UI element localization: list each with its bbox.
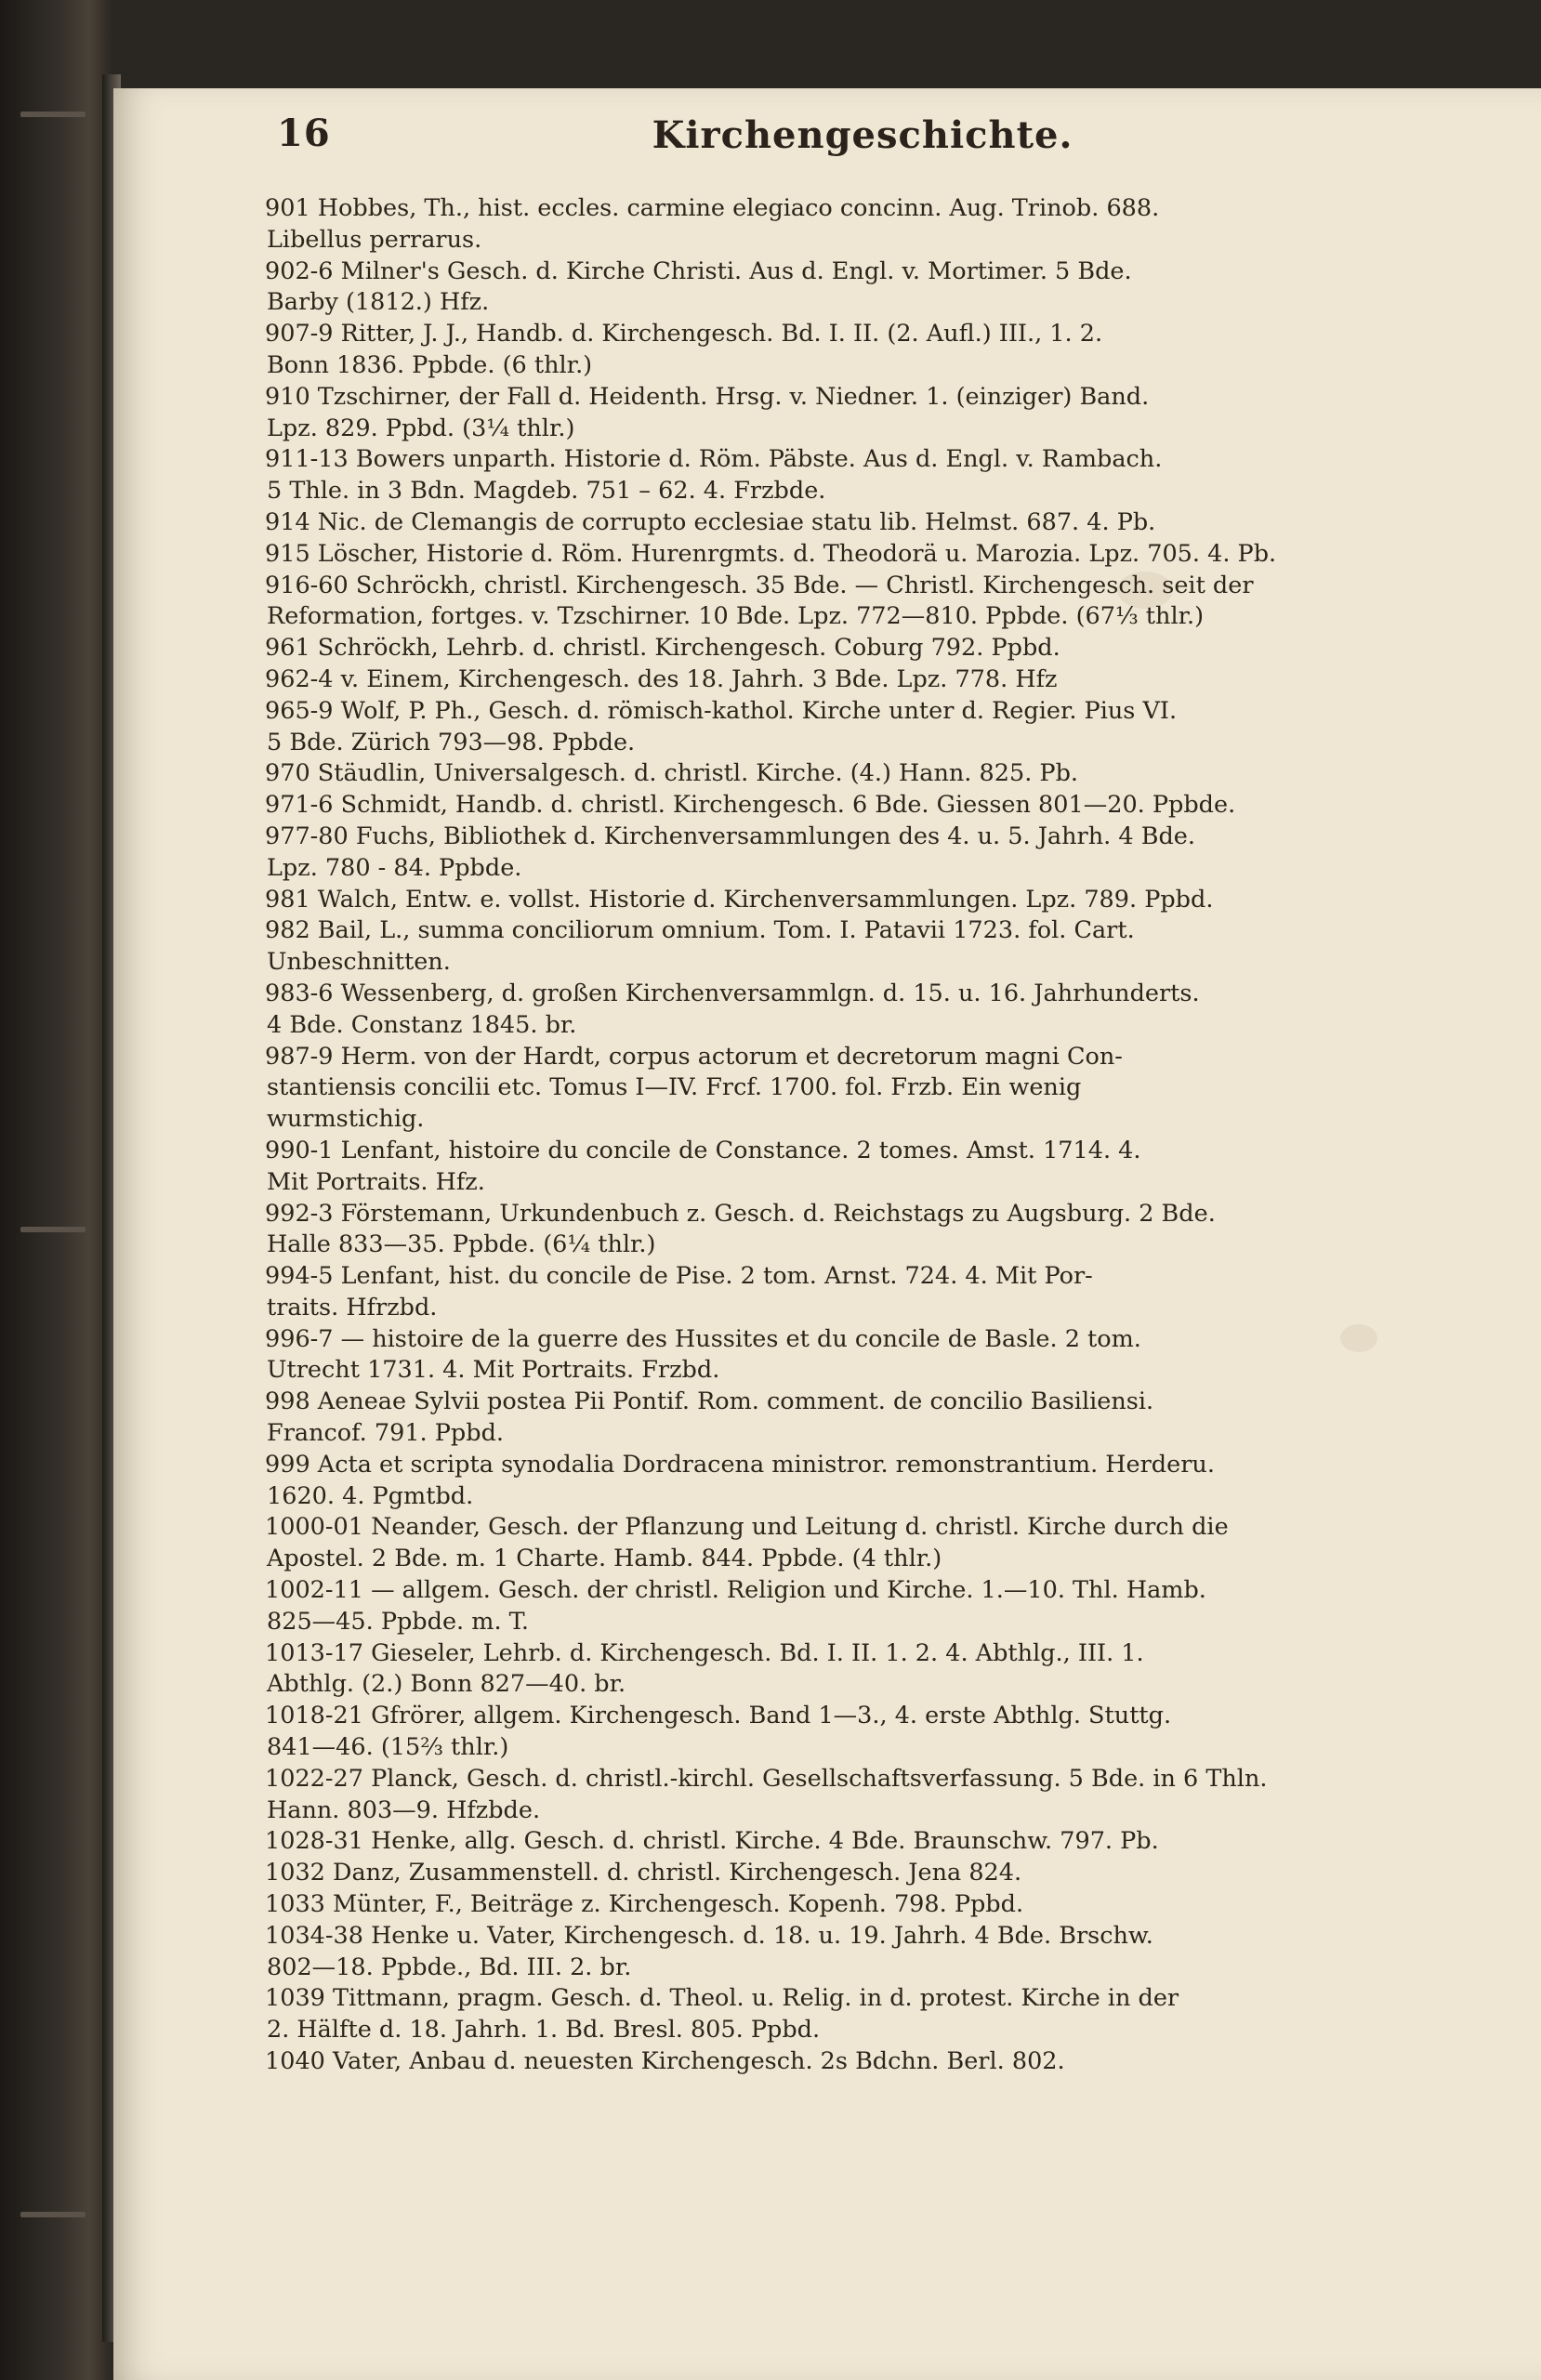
entry-line: 977-80 Fuchs, Bibliothek d. Kirchenversammlungen des 4. u. 5. Jahrh. 4 Bde. [265, 822, 1195, 850]
entry-line: 1002-11 — allgem. Gesch. der christl. Religion und Kirche. 1.—10. Thl. Hamb. [265, 1576, 1206, 1605]
entry-line: 962-4 v. Einem, Kirchengesch. des 18. Jahrh. 3 Bde. Lpz. 778. Hfz [265, 664, 1058, 693]
entry-line: 5 Bde. Zürich 793—98. Ppbde. [267, 728, 636, 756]
catalog-entry [265, 1575, 1450, 1638]
entry-line: 961 Schröckh, Lehrb. d. christl. Kirchengesch. Coburg 792. Ppbd. [265, 634, 1060, 663]
spine-mark [20, 112, 86, 117]
catalog-entry [265, 1983, 1450, 2046]
catalog-entry [265, 979, 1450, 1042]
entry-line: 965-9 Wolf, P. Ph., Gesch. d. römisch-kathol. Kirche unter d. Regier. Pius VI. [265, 696, 1178, 725]
catalog-entries [265, 193, 1450, 2078]
entry-line: 970 Stäudlin, Universalgesch. d. christl. Kirche. (4.) Hann. 825. Pb. [265, 759, 1078, 788]
entry-line: 1032 Danz, Zusammenstell. d. christl. Kirchengesch. Jena 824. [265, 1859, 1022, 1887]
entry-line: stantiensis concilii etc. Tomus I—IV. Frcf. 1700. fol. Frzb. Ein wenig [267, 1073, 1082, 1102]
entry-line: Unbeschnitten. [267, 948, 451, 977]
catalog-entry [265, 507, 1450, 539]
catalog-entry [265, 1858, 1450, 1889]
catalog-entry [265, 1324, 1450, 1387]
entry-line: 1033 Münter, F., Beiträge z. Kirchengesch. Kopenh. 798. Ppbd. [265, 1890, 1024, 1919]
catalog-entry [265, 1136, 1450, 1199]
entry-line: 4 Bde. Constanz 1845. br. [267, 1010, 577, 1039]
entry-line: 971-6 Schmidt, Handb. d. christl. Kirchengesch. 6 Bde. Giessen 801—20. Ppbde. [265, 791, 1236, 820]
catalog-entry [265, 1199, 1450, 1262]
entry-line: 1034-38 Henke u. Vater, Kirchengesch. d. 18. u. 19. Jahrh. 4 Bde. Brschw. [265, 1921, 1153, 1950]
entry-line: Francof. 791. Ppbd. [267, 1419, 504, 1448]
entry-line: 901 Hobbes, Th., hist. eccles. carmine elegiaco concinn. Aug. Trinob. 688. [265, 194, 1160, 222]
entry-line: Barby (1812.) Hfz. [267, 288, 490, 317]
catalog-entry [265, 193, 1450, 256]
page-header [277, 112, 1448, 167]
entry-line: 990-1 Lenfant, histoire du concile de Constance. 2 tomes. Amst. 1714. 4. [265, 1136, 1141, 1164]
catalog-entry [265, 822, 1450, 885]
entry-line: 992-3 Förstemann, Urkundenbuch z. Gesch. d. Reichstags zu Augsburg. 2 Bde. [265, 1199, 1216, 1228]
entry-line: 999 Acta et scripta synodalia Dordracena ministror. remonstrantium. Herderu. [265, 1450, 1215, 1479]
entry-line: 1028-31 Henke, allg. Gesch. d. christl. Kirche. 4 Bde. Braunschw. 797. Pb. [265, 1827, 1159, 1856]
catalog-entry [265, 1764, 1450, 1827]
entry-line: 907-9 Ritter, J. J., Handb. d. Kirchengesch. Bd. I. II. (2. Aufl.) III., 1. 2. [265, 320, 1103, 348]
entry-line: wurmstichig. [267, 1105, 425, 1134]
entry-line: 987-9 Herm. von der Hardt, corpus actorum et decretorum magni Con- [265, 1042, 1123, 1071]
catalog-entry [265, 633, 1450, 664]
entry-line: Lpz. 780 - 84. Ppbde. [267, 853, 522, 882]
entry-line: 1013-17 Gieseler, Lehrb. d. Kirchengesch. Bd. I. II. 1. 2. 4. Abthlg., III. 1. [265, 1638, 1144, 1667]
entry-line: 825—45. Ppbde. m. T. [267, 1607, 530, 1636]
entry-line: 1022-27 Planck, Gesch. d. christl.-kirchl. Gesellschaftsverfassung. 5 Bde. in 6 Thln. [265, 1764, 1268, 1793]
entry-line: 1039 Tittmann, pragm. Gesch. d. Theol. u. Relig. in d. protest. Kirche in der [265, 1984, 1179, 2013]
entry-line: 911-13 Bowers unparth. Historie d. Röm. Päbste. Aus d. Engl. v. Rambach. [265, 445, 1163, 474]
entry-line: traits. Hfrzbd. [267, 1293, 438, 1321]
page-number: 16 [277, 112, 331, 155]
catalog-entry [265, 1826, 1450, 1858]
catalog-entry [265, 256, 1450, 320]
entry-line: Libellus perrarus. [267, 225, 482, 254]
entry-line: 998 Aeneae Sylvii postea Pii Pontif. Rom. comment. de concilio Basiliensi. [265, 1387, 1154, 1416]
entry-line: 916-60 Schröckh, christl. Kirchengesch. 35 Bde. — Christl. Kirchengesch. seit der [265, 571, 1254, 599]
entry-line: 915 Löscher, Historie d. Röm. Hurenrgmts. d. Theodorä u. Marozia. Lpz. 705. 4. Pb. [265, 539, 1277, 568]
entry-line: 841—46. (15⅔ thlr.) [267, 1733, 509, 1762]
catalog-entry [265, 1701, 1450, 1764]
entry-line: Bonn 1836. Ppbde. (6 thlr.) [267, 350, 593, 379]
entry-line: 1620. 4. Pgmtbd. [267, 1481, 474, 1510]
entry-line: Apostel. 2 Bde. m. 1 Charte. Hamb. 844. Ppbde. (4 thlr.) [267, 1545, 942, 1573]
catalog-entry [265, 758, 1450, 790]
book-spine [0, 0, 112, 2380]
entry-line: 1000-01 Neander, Gesch. der Pflanzung und Leitung d. christl. Kirche durch die [265, 1513, 1229, 1542]
catalog-entry [265, 1638, 1450, 1702]
catalog-entry [265, 571, 1450, 634]
entry-line: Hann. 803—9. Hfzbde. [267, 1795, 541, 1824]
entry-line: Lpz. 829. Ppbd. (3¼ thlr.) [267, 414, 575, 442]
catalog-entry [265, 664, 1450, 696]
entry-line: Mit Portraits. Hfz. [267, 1167, 485, 1196]
entry-line: 996-7 — histoire de la guerre des Hussites et du concile de Basle. 2 tom. [265, 1324, 1141, 1353]
entry-line: 1018-21 Gfrörer, allgem. Kirchengesch. Band 1—3., 4. erste Abthlg. Stuttg. [265, 1702, 1172, 1730]
entry-line: 2. Hälfte d. 18. Jahrh. 1. Bd. Bresl. 805. Ppbd. [267, 2016, 821, 2045]
spine-mark [20, 2212, 86, 2217]
entry-line: Abthlg. (2.) Bonn 827—40. br. [267, 1670, 626, 1699]
catalog-entry [265, 1387, 1450, 1450]
entry-line: 902-6 Milner's Gesch. d. Kirche Christi. Aus d. Engl. v. Mortimer. 5 Bde. [265, 256, 1132, 285]
entry-line: 981 Walch, Entw. e. vollst. Historie d. Kirchenversammlungen. Lpz. 789. Ppbd. [265, 885, 1214, 914]
catalog-entry [265, 696, 1450, 759]
catalog-entry [265, 885, 1450, 916]
entry-line: 994-5 Lenfant, hist. du concile de Pise. 2 tom. Arnst. 724. 4. Mit Por- [265, 1262, 1093, 1291]
entry-line: 982 Bail, L., summa conciliorum omnium. Tom. I. Patavii 1723. fol. Cart. [265, 916, 1135, 945]
catalog-entry [265, 1512, 1450, 1575]
catalog-entry [265, 1889, 1450, 1921]
catalog-entry [265, 1921, 1450, 1984]
entry-line: 910 Tzschirner, der Fall d. Heidenth. Hrsg. v. Niedner. 1. (einziger) Band. [265, 382, 1150, 411]
entry-line: Halle 833—35. Ppbde. (6¼ thlr.) [267, 1230, 656, 1259]
entry-line: Utrecht 1731. 4. Mit Portraits. Frzbd. [267, 1356, 720, 1385]
catalog-entry [265, 1042, 1450, 1136]
catalog-entry [265, 319, 1450, 382]
catalog-entry [265, 790, 1450, 822]
entry-line: 983-6 Wessenberg, d. großen Kirchenversammlgn. d. 15. u. 16. Jahrhunderts. [265, 979, 1200, 1007]
entry-line: Reformation, fortges. v. Tzschirner. 10 Bde. Lpz. 772—810. Ppbde. (67⅓ thlr.) [267, 602, 1205, 631]
catalog-entry [265, 444, 1450, 507]
catalog-entry [265, 2046, 1450, 2078]
catalog-entry [265, 539, 1450, 571]
catalog-entry [265, 1261, 1450, 1324]
spine-mark [20, 1227, 86, 1232]
catalog-entry [265, 1450, 1450, 1513]
running-title: Kirchengeschichte. [652, 113, 1073, 157]
catalog-entry [265, 915, 1450, 979]
entry-line: 802—18. Ppbde., Bd. III. 2. br. [267, 1953, 632, 1981]
catalog-entry [265, 382, 1450, 445]
entry-line: 914 Nic. de Clemangis de corrupto ecclesiae statu lib. Helmst. 687. 4. Pb. [265, 507, 1156, 536]
entry-line: 5 Thle. in 3 Bdn. Magdeb. 751 – 62. 4. Frzbde. [267, 477, 826, 506]
entry-line: 1040 Vater, Anbau d. neuesten Kirchengesch. 2s Bdchn. Berl. 802. [265, 2047, 1065, 2076]
